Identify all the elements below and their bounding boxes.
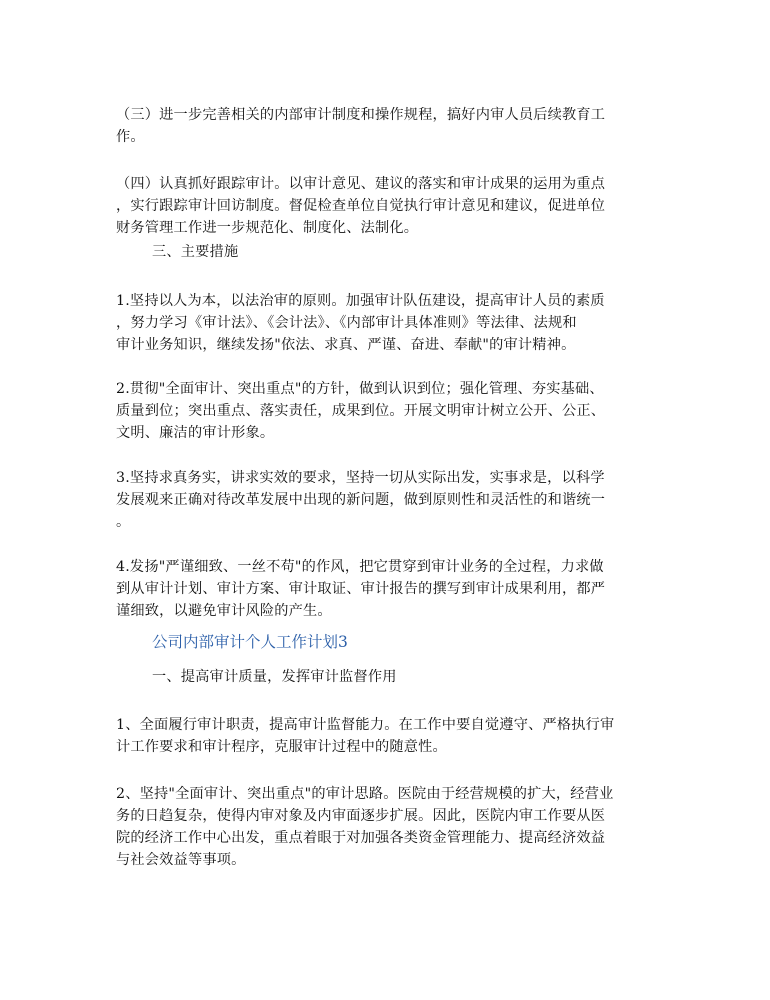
text-line: 作。 — [116, 129, 145, 145]
text-line: 与社会效益等事项。 — [116, 852, 246, 868]
paragraph-measure-3 — [116, 467, 656, 533]
heading-section-one: 一、提高审计质量，发挥审计监督作用 — [152, 669, 397, 685]
text-line: 文明、廉洁的审计形象。 — [116, 425, 275, 441]
paragraph-measure-1 — [116, 290, 656, 356]
text-line: 4.发扬"严谨细致、一丝不苟"的作风，把它贯穿到审计业务的全过程，力求做 — [116, 559, 604, 575]
text-line: 谨细致，以避免审计风险的产生。 — [116, 603, 332, 619]
text-line: 3.坚持求真务实，讲求实效的要求，坚持一切从实际出发，实事求是，以科学 — [116, 470, 605, 486]
text-line: 1、全面履行审计职责，提高审计监督能力。在工作中要自觉遵守、严格执行审 — [116, 717, 615, 733]
text-line: 发展观来正确对待改革发展中出现的新问题，做到原则性和灵活性的和谐统一 — [116, 492, 606, 508]
paragraph-follow-up-audit — [116, 173, 656, 239]
text-line: 务的日趋复杂，使得内审对象及内审面逐步扩展。因此，医院内审工作要从医 — [116, 808, 606, 824]
text-line: ，实行跟踪审计回访制度。督促检查单位自觉执行审计意见和建议，促进单位 — [116, 198, 606, 214]
paragraph-item-1 — [116, 714, 656, 758]
section-title: 公司内部审计个人工作计划3 — [152, 633, 348, 651]
text-line: 院的经济工作中心出发，重点着眼于对加强各类资金管理能力、提高经济效益 — [116, 830, 606, 846]
text-line: 财务管理工作进一步规范化、制度化、法制化。 — [116, 220, 419, 236]
text-line: 。 — [116, 514, 131, 530]
text-line: ，努力学习《审计法》、《会计法》、《内部审计具体准则》等法律、法规和 — [116, 315, 577, 331]
text-line: （四）认真抓好跟踪审计。以审计意见、建议的落实和审计成果的运用为重点 — [116, 176, 606, 192]
paragraph-measure-4 — [116, 556, 656, 622]
text-line: 质量到位；突出重点、落实责任，成果到位。开展文明审计树立公开、公正、 — [116, 403, 606, 419]
text-line: 1.坚持以人为本，以法治审的原则。加强审计队伍建设，提高审计人员的素质 — [116, 293, 605, 309]
text-line: 审计业务知识，继续发扬"依法、求真、严谨、奋进、奉献"的审计精神。 — [116, 337, 576, 353]
text-line: 到从审计计划、审计方案、审计取证、审计报告的撰写到审计成果利用，都严 — [116, 581, 606, 597]
text-line: 2、坚持"全面审计、突出重点"的审计思路。医院由于经营规模的扩大，经营业 — [116, 786, 614, 802]
paragraph-measure-2 — [116, 378, 656, 444]
text-line: 2.贯彻"全面审计、突出重点"的方针，做到认识到位；强化管理、夯实基础、 — [116, 381, 604, 397]
text-line: 计工作要求和审计程序，克服审计过程中的随意性。 — [116, 739, 447, 755]
text-line: （三）进一步完善相关的内部审计制度和操作规程，搞好内审人员后续教育工 — [116, 107, 606, 123]
heading-main-measures: 三、主要措施 — [152, 244, 239, 260]
paragraph-improve-system — [116, 104, 656, 148]
paragraph-item-2 — [116, 783, 656, 871]
